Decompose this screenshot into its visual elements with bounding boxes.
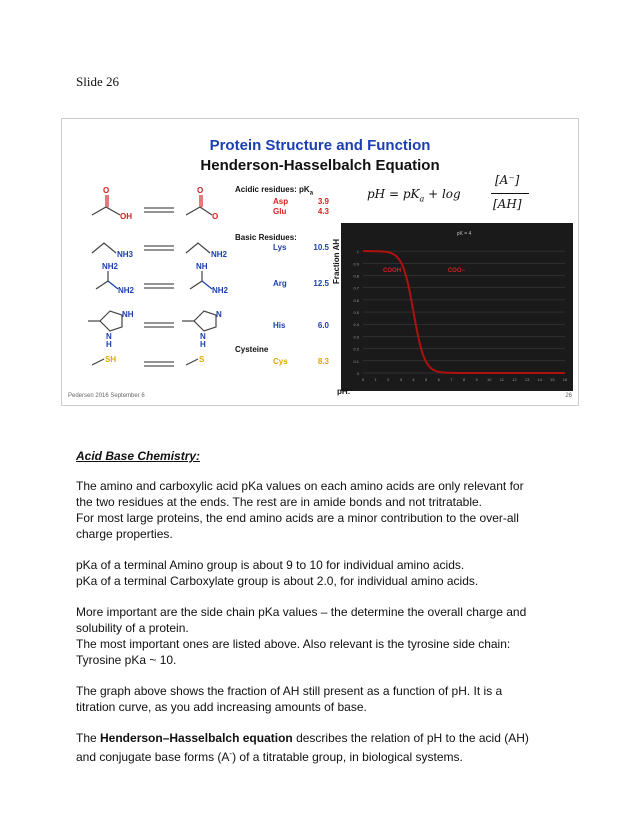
slide-subtitle: Henderson-Hasselbalch Equation <box>200 157 440 174</box>
slide-label: Slide 26 <box>76 74 119 89</box>
arg-nh2-label: NH2 <box>118 286 135 295</box>
cys-header: Cysteine <box>235 345 269 354</box>
slide-footer: Pedersen 2016 September 6 <box>68 393 145 399</box>
nh2-label: NH2 <box>211 250 228 259</box>
y-tick-label: 0.8 <box>353 273 359 279</box>
residue-structures <box>86 181 241 381</box>
y-tick-label: 1 <box>356 249 359 255</box>
nh2-plus-label: NH2 <box>102 262 119 271</box>
x-tick-label: 12 <box>512 377 517 382</box>
y-tick-label: 0 <box>356 371 359 376</box>
y-tick-label: 0.7 <box>353 285 359 291</box>
cooh-label: COOH <box>383 267 402 274</box>
acidic-header: Acidic residues: $pK_a$ <box>235 185 314 197</box>
y-tick-label: 0.4 <box>353 322 359 328</box>
x-tick-label: 1 <box>374 377 377 382</box>
oxygen-label: O <box>103 186 110 195</box>
titration-chart <box>341 223 573 391</box>
y-tick-label: 0.3 <box>353 334 359 340</box>
equation-denominator: [AH] <box>493 197 522 211</box>
sh-label: SH <box>105 355 117 364</box>
x-tick-label: 4 <box>412 377 415 382</box>
y-tick-label: 0.9 <box>353 261 359 267</box>
x-tick-label: 11 <box>499 377 504 382</box>
s-minus-label: S <box>199 355 205 364</box>
y-tick-label: 0.1 <box>353 358 359 364</box>
section-heading: Acid Base Chemistry: <box>76 449 201 463</box>
o-minus-label: O <box>212 212 219 221</box>
x-tick-label: 9 <box>475 377 478 382</box>
paragraph-4: The graph above shows the fraction of AH still present as a function of pH. It is a titration curve, as you add increasing amounts of base. <box>76 684 503 714</box>
y-tick-label: 0.2 <box>353 346 359 352</box>
x-tick-label: 15 <box>550 377 555 382</box>
paragraph-1: The amino and carboxylic acid pKa values on each amino acids are only relevant for the two residues at the ends. The rest are in amide bonds and not tritratable. For most large proteins, the end amino acids are a minor contribution to the over-all charge properties. <box>76 479 524 541</box>
his-h-label: H <box>106 340 112 349</box>
chart-title: pK = 4 <box>456 231 472 237</box>
slide-title: Protein Structure and Function <box>209 137 431 154</box>
arg-nh2-label-2: NH2 <box>212 286 229 295</box>
basic-header: Basic Residues: <box>235 233 297 242</box>
x-axis-label: pH: <box>337 387 351 396</box>
y-tick-label: 0.5 <box>353 310 359 316</box>
his-n-label-2: N <box>216 310 222 319</box>
his-nh-label: NH <box>122 310 134 319</box>
paragraph-3: More important are the side chain pKa values – the determine the overall charge and solubility of a protein. The most important ones are listed above. Also relevant is the tyrosine side chain: Tyrosine pKa ~ 10. <box>76 605 527 667</box>
x-tick-label: 10 <box>487 377 492 382</box>
oxygen-label-2: O <box>197 186 204 195</box>
hh-equation <box>367 173 537 215</box>
fraction-bar <box>491 193 529 194</box>
oh-label: OH <box>120 212 132 221</box>
x-tick-label: 14 <box>537 377 542 382</box>
paragraph-2: pKa of a terminal Amino group is about 9 to 10 for individual amino acids. pKa of a terminal Carboxylate group is about 2.0, for individual amino acids. <box>76 558 479 588</box>
slide-page-number: 26 <box>565 393 572 399</box>
nh3-label: NH3 <box>117 250 134 259</box>
x-tick-label: 2 <box>387 377 390 382</box>
arg-nh-label: NH <box>196 262 208 271</box>
chart-background <box>341 223 573 391</box>
x-tick-label: 16 <box>562 377 568 382</box>
body-text <box>76 448 566 780</box>
slide-panel: Protein Structure and Function Henderson-Hasselbalch Equation O OH O O NH3 NH2 NH2 NH2 NH NH2 NH N H N N H SH S Acidic residues: $pK_a$ Asp 3.9 Glu 4.3 Basic Residues: Lys 10.5 Arg 12.5 His 6.0 Cysteine Cys 8.3 pH = $pK_a + \log$ [A⁻] [AH] 0 0.1 0.2 0.3 0.4 0.5 0.6 0.7 0.8 0.9 1 0 1 2 3 4 5 6 7 8 9 10 11 12 13 14 15 16 pK = 4 COOH COO− Fraction AH pH: Pedersen 2016 September 6 26 <box>61 118 579 406</box>
equation-numerator: [A⁻] <box>495 173 520 187</box>
paragraph-5: The Henderson–Hasselbalch equation describes the relation of pH to the acid (AH) and conjugate base forms (A-) of a titratable group, in biological systems. <box>76 731 529 764</box>
x-tick-label: 3 <box>399 377 402 382</box>
x-tick-label: 8 <box>462 377 466 382</box>
x-tick-label: 7 <box>450 377 453 382</box>
x-tick-label: 13 <box>524 377 530 382</box>
x-tick-label: 0 <box>361 377 365 382</box>
x-tick-label: 5 <box>425 377 428 382</box>
his-n-label: N <box>106 332 112 341</box>
equation-lhs: pH = $pK_a + \log$ <box>367 187 461 204</box>
his-n-label-3: N <box>200 332 206 341</box>
y-axis-label: Fraction AH <box>332 238 341 284</box>
y-tick-label: 0.6 <box>353 297 359 303</box>
coo-minus-label: COO− <box>447 267 466 274</box>
his-h-label-2: H <box>200 340 206 349</box>
x-tick-label: 6 <box>437 377 440 382</box>
